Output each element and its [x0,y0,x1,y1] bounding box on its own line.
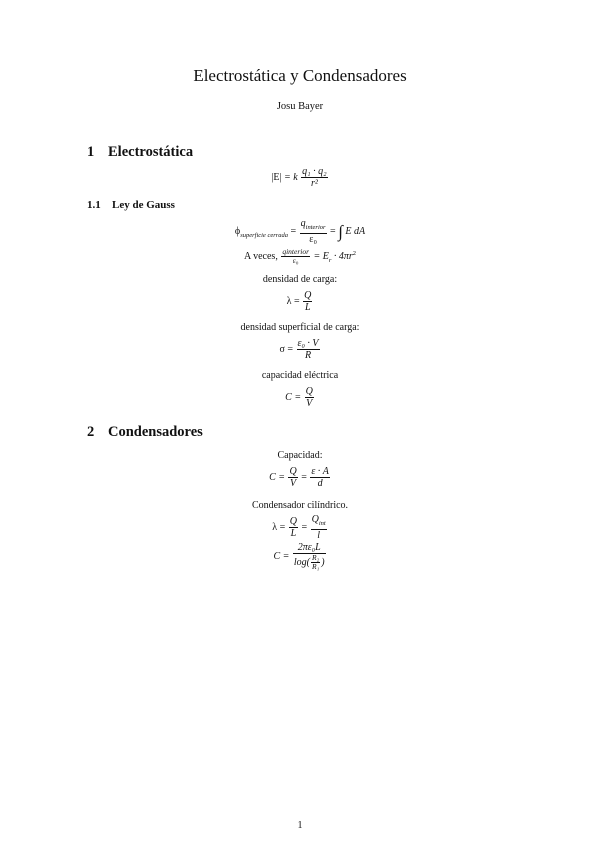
fraction [311,514,327,541]
section-number: 2 [87,424,95,440]
numerator: 2πε₀L [297,542,321,553]
denominator: d [310,477,330,489]
section-heading-condensadores [87,424,203,441]
denominator: V [306,398,313,409]
denominator: V [290,478,297,489]
label-condensador-cilindrico: Condensador cilíndrico. [251,500,349,511]
equation-sigma [0,338,600,361]
numerator: Q [289,516,297,527]
equation-lambda-cylindrical [0,514,600,541]
fraction [288,466,297,489]
equation-a-veces [0,248,600,265]
fraction [293,542,326,571]
label-capacidad-electrica: capacidad eléctrica [261,370,339,381]
numerator: Q [311,514,319,525]
numerator-subscript: int [318,520,326,527]
fraction [300,218,327,245]
prefix-text: A veces, [243,250,278,262]
denominator: L [290,528,297,539]
inner-numerator: R₂ [311,553,320,562]
integrand: E dA [345,225,366,237]
eq-equals: = [290,225,297,237]
section-title: Condensadores [108,424,203,440]
equation-lambda [0,290,600,313]
eq-lhs: C = [269,471,285,483]
eq-lhs: C = [285,391,302,403]
denominator: l [311,529,327,541]
inner-denominator: R₁ [311,562,320,571]
log-suffix: ) [321,556,325,568]
subsection-heading-gauss [87,199,175,211]
numerator: q₁ · q₂ [302,166,327,177]
equation-gauss [0,218,600,245]
integral-sign: ∫ [338,221,343,241]
eq-equals-k: = k [283,171,298,183]
fraction [289,516,298,539]
phi-symbol: ϕ [234,225,241,237]
label-densidad-carga: densidad de carga: [262,274,338,285]
denominator: R [297,349,320,361]
section-number: 1 [87,144,95,160]
eq-rest: · 4πr [333,250,353,262]
numerator: Q [289,466,297,477]
denominator: ε₀ [300,233,327,245]
eq-lhs: σ = [279,343,293,355]
denominator: L [304,302,311,313]
numerator-subscript: interior [286,247,309,256]
label-capacidad: Capacidad: [277,450,323,461]
denominator [293,553,326,571]
fraction [305,386,314,409]
eq-lhs: λ = [272,521,286,533]
fraction [303,290,312,313]
exponent: 2 [352,249,357,257]
eq-equals: = [301,471,307,483]
numerator: ε · A [311,466,329,477]
equation-coulomb [0,166,600,189]
eq-rhs: = E [313,250,329,262]
eq-equals: = [330,225,336,237]
subsection-number: 1.1 [87,199,101,211]
document-title: Electrostática y Condensadores [193,66,407,85]
equation-capacitance-plate [0,466,600,489]
fraction [301,166,327,189]
log-prefix: log( [293,556,310,568]
numerator: Q [305,386,313,397]
inner-fraction [311,554,320,571]
denominator: ε₀ [281,256,310,265]
eq-lhs: λ = [286,295,300,307]
denominator: r² [301,177,327,189]
numerator: q [300,218,306,229]
E-subscript: r [328,256,332,264]
fraction [281,248,310,265]
fraction [297,338,320,361]
equation-capacitance-cylindrical [0,542,600,571]
numerator: q [282,247,287,256]
fraction [310,466,330,489]
page-number: 1 [297,820,303,831]
document-author: Josu Bayer [276,101,324,112]
eq-lhs: C = [273,550,290,562]
section-heading-electrostatica [87,144,193,161]
numerator: Q [304,290,312,301]
eq-equals: = [301,521,308,533]
phi-subscript: superficie cerrada [240,231,289,239]
subsection-title: Ley de Gauss [112,199,175,211]
label-densidad-superficial: densidad superficial de carga: [240,322,360,333]
eq-lhs: |E| [271,171,282,183]
equation-capacitance [0,386,600,409]
section-title: Electrostática [108,144,194,160]
numerator-subscript: interior [305,224,326,231]
numerator: ε₀ · V [297,338,319,349]
